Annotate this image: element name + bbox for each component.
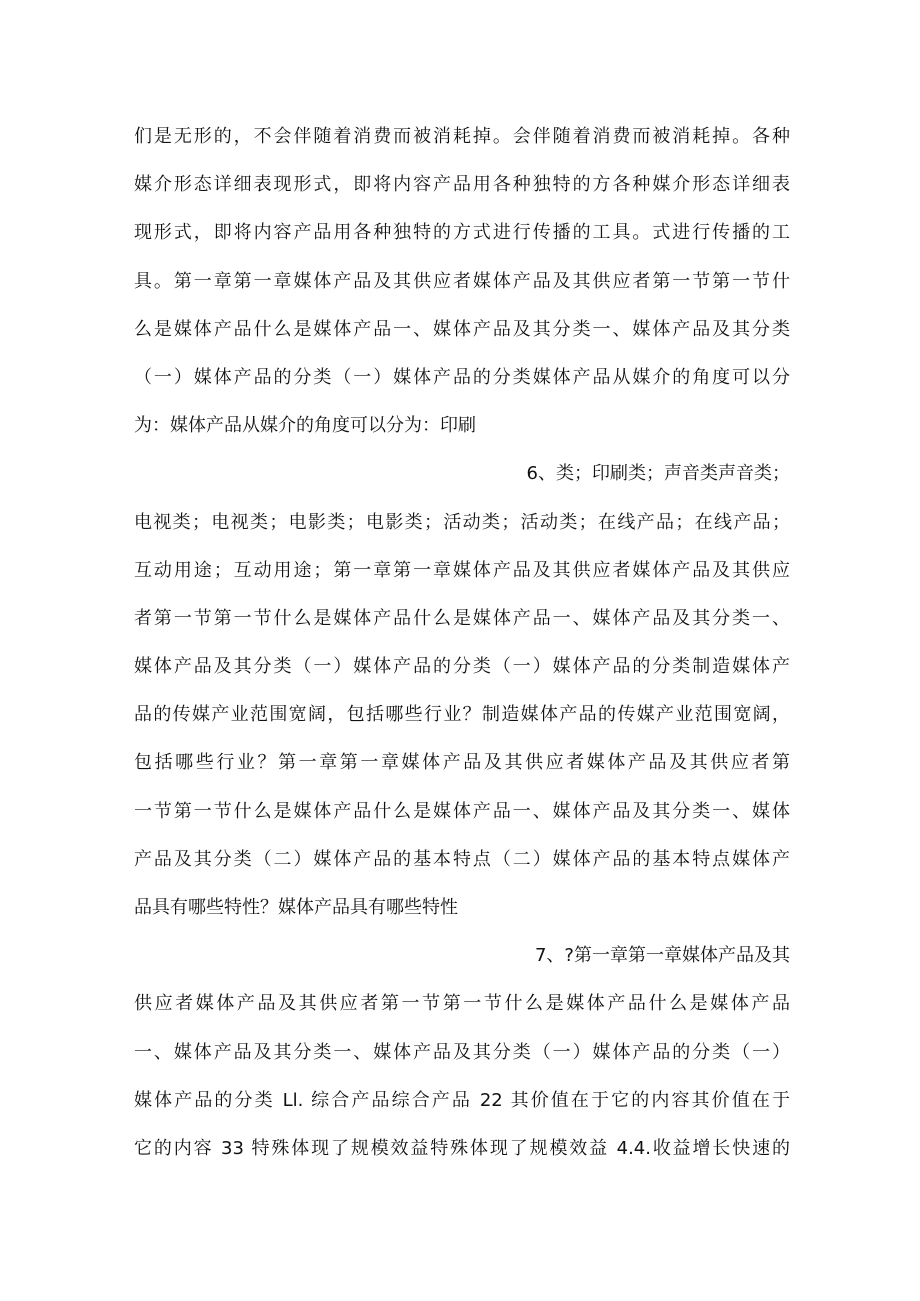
text-line: 具。第一章第一章媒体产品及其供应者媒体产品及其供应者第一节第一节什 — [134, 270, 790, 292]
numbered-item-7: 7、?第一章第一章媒体产品及其 — [534, 945, 790, 967]
text-line: （一）媒体产品的分类（一）媒体产品的分类媒体产品从媒介的角度可以分 — [134, 366, 790, 388]
text-line: 包括哪些行业？第一章第一章媒体产品及其供应者媒体产品及其供应者第 — [134, 752, 790, 774]
text-line: 品具有哪些特性？媒体产品具有哪些特性 — [134, 897, 458, 918]
text-line: 一、媒体产品及其分类一、媒体产品及其分类（一）媒体产品的分类（一） — [134, 1041, 790, 1063]
text-line: 现形式，即将内容产品用各种独特的方式进行传播的工具。式进行传播的工 — [134, 222, 790, 244]
numbered-item-6: 6、类；印刷类；声音类声音类； — [526, 463, 790, 485]
body-text — [134, 113, 790, 1173]
text-line: 么是媒体产品什么是媒体产品一、媒体产品及其分类一、媒体产品及其分类 — [134, 318, 790, 340]
text-line: 互动用途；互动用途；第一章第一章媒体产品及其供应者媒体产品及其供应 — [134, 559, 790, 581]
text-line: 们是无形的，不会伴随着消费而被消耗掉。会伴随着消费而被消耗掉。各种 — [134, 126, 790, 147]
text-line: 产品及其分类（二）媒体产品的基本特点（二）媒体产品的基本特点媒体产 — [134, 848, 790, 870]
text-line: 它的内容 33 特殊体现了规模效益特殊体现了规模效益 4.4.收益增长快速的 — [134, 1137, 790, 1159]
text-line: 媒体产品的分类 Ll. 综合产品综合产品 22 其价值在于它的内容其价值在于 — [134, 1089, 790, 1111]
text-line: 电视类；电视类；电影类；电影类；活动类；活动类；在线产品；在线产品； — [134, 511, 790, 533]
text-line: 为：媒体产品从媒介的角度可以分为：印刷 — [134, 415, 476, 437]
text-line: 一节第一节什么是媒体产品什么是媒体产品一、媒体产品及其分类一、媒体 — [134, 800, 790, 822]
text-line: 者第一节第一节什么是媒体产品什么是媒体产品一、媒体产品及其分类一、 — [134, 607, 790, 629]
text-line: 供应者媒体产品及其供应者第一节第一节什么是媒体产品什么是媒体产品 — [134, 993, 790, 1015]
text-line: 媒介形态详细表现形式，即将内容产品用各种独特的方各种媒介形态详细表 — [134, 174, 790, 196]
text-line: 品的传媒产业范围宽阔，包括哪些行业？制造媒体产品的传媒产业范围宽阔， — [134, 704, 790, 726]
text-line: 媒体产品及其分类（一）媒体产品的分类（一）媒体产品的分类制造媒体产 — [134, 656, 790, 678]
